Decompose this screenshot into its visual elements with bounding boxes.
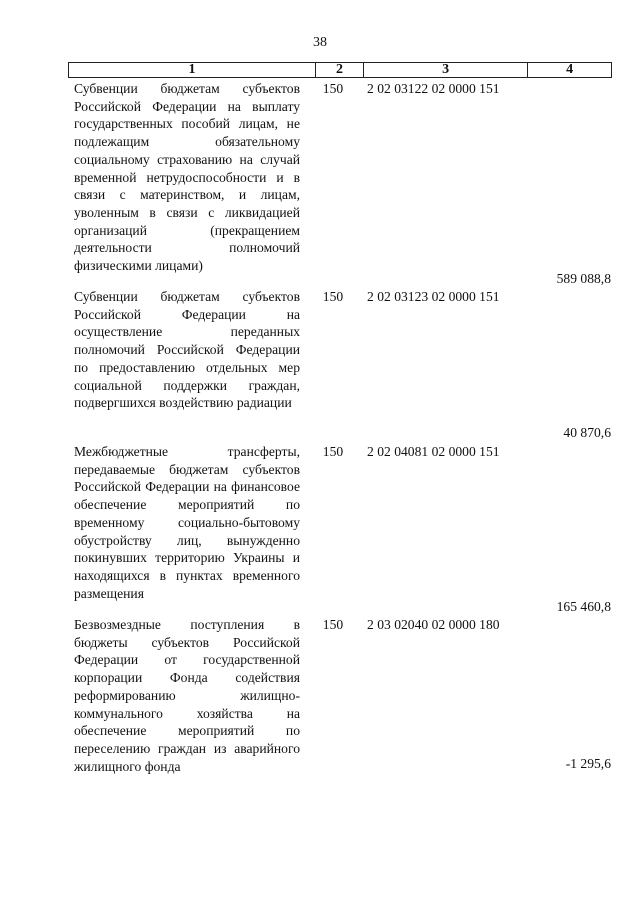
row-description: Субвенции бюджетам субъектов Российской Федерации на осуществление переданных полномочий Российской Федерации по предоставлению отдельных мер социальной поддержки граждан, подвергшихся воздействию радиации (74, 289, 300, 411)
row-code: 150 (322, 81, 344, 96)
row-amount: -1 295,6 (565, 756, 611, 771)
row-description: Субвенции бюджетам субъектов Российской Федерации на выплату государственных пособий лицам, не подлежащим обязательному социальному страхованию на случай временной нетрудоспособности и в связи с материнством, и лицам, уволенным в связи с ликвидацией организаций (прекращением деятельности полномочий физическими лицами) (74, 81, 300, 274)
row-kbk: 2 02 03122 02 0000 151 (367, 81, 500, 96)
row-description: Межбюджетные трансферты, передаваемые бюджетам субъектов Российской Федерации на финансовое обеспечение мероприятий по временному социально-бытовому обустройству лиц, вынужденно покинувших территорию Украины и находящихся в пунктах временного размещения (74, 444, 300, 601)
page-number: 38 (313, 35, 327, 50)
column-header-4: 4 (566, 62, 574, 77)
row-amount: 40 870,6 (563, 425, 611, 440)
row-code: 150 (322, 289, 344, 304)
row-code: 150 (322, 444, 344, 459)
column-header-1: 1 (69, 63, 316, 77)
table-header (68, 62, 612, 78)
column-header-3: 3 (364, 63, 528, 77)
row-kbk: 2 02 04081 02 0000 151 (367, 444, 500, 459)
row-amount: 165 460,8 (556, 599, 611, 614)
row-kbk: 2 03 02040 02 0000 180 (367, 617, 500, 632)
column-header-2: 2 (316, 63, 364, 77)
row-kbk: 2 02 03123 02 0000 151 (367, 289, 500, 304)
row-description: Безвозмездные поступления в бюджеты субъектов Российской Федерации от государственной корпорации Фонда содействия реформированию жилищно-коммунального хозяйства на обеспечение мероприятий по переселению граждан из аварийного жилищного фонда (74, 617, 300, 774)
row-amount: 589 088,8 (556, 271, 611, 286)
row-code: 150 (322, 617, 344, 632)
